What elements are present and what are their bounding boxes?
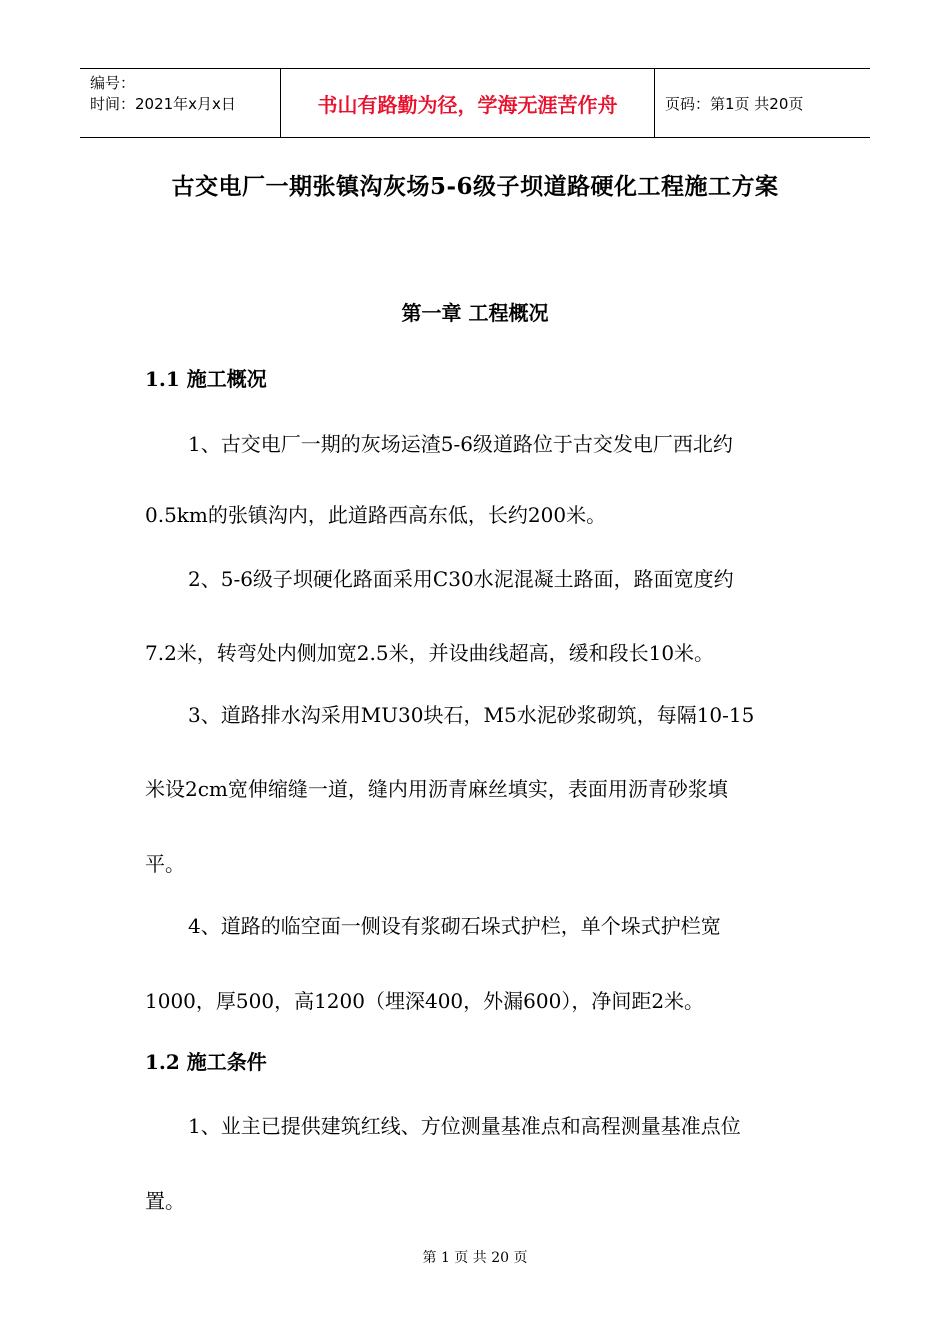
number-label: 编号： [90,74,136,92]
paragraph-line: 3、道路排水沟采用MU30块石，M5水泥砂浆砌筑，每隔10-15 [188,703,755,727]
header-page-info: 页码：第1页 共20页 [665,94,804,113]
chapter-heading: 第一章 工程概况 [401,301,549,325]
paragraph-line: 1000，厚500，高1200（埋深400，外漏600），净间距2米。 [145,989,705,1013]
section-heading-1-2: 1.2 施工条件 [145,1050,267,1074]
paragraph-line: 1、古交电厂一期的灰场运渣5-6级道路位于古交发电厂西北约 [188,432,733,456]
paragraph-line: 2、5-6级子坝硬化路面采用C30水泥混凝土路面，路面宽度约 [188,567,734,591]
page-footer: 第 1 页 共 20 页 [422,1250,528,1266]
paragraph-line: 4、道路的临空面一侧设有浆砌石垛式护栏，单个垛式护栏宽 [188,914,721,938]
paragraph-line: 0.5km的张镇沟内，此道路西高东低，长约200米。 [145,503,607,527]
header-meta [80,69,281,137]
paragraph-line: 平。 [145,852,185,876]
section-heading-1-1: 1.1 施工概况 [145,367,267,391]
document-title: 古交电厂一期张镇沟灰场5-6级子坝道路硬化工程施工方案 [171,173,779,200]
header-motto: 书山有路勤为径，学海无涯苦作舟 [281,69,655,137]
header-table [80,68,870,138]
paragraph-line: 米设2cm宽伸缩缝一道，缝内用沥青麻丝填实，表面用沥青砂浆填 [145,777,728,801]
paragraph-line: 7.2米，转弯处内侧加宽2.5米，并设曲线超高，缓和段长10米。 [145,641,715,665]
paragraph-line: 置。 [145,1189,185,1213]
time-label: 时间：2021年x月x日 [90,95,236,113]
paragraph-line: 1、业主已提供建筑红线、方位测量基准点和高程测量基准点位 [188,1114,741,1138]
